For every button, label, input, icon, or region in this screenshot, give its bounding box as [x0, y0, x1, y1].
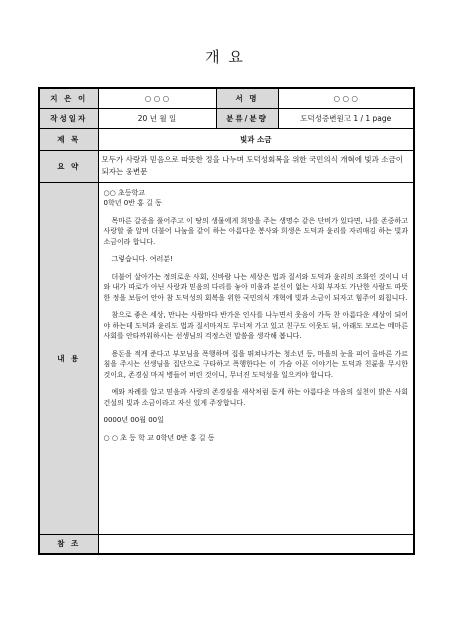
paragraph-4: 참으로 좋은 세상, 만나는 사람마다 반가운 인사를 나누면서 웃음이 가득 찬 아름다운 세상이 되어야 하는데 도덕과 윤리도 법과 질서마저도 무너져 가고 있고 친구도 이웃도 뒤, 아래도 모르는 메마른 사회를 안타까워하시는 선생님의 걱정스런 말씀을 생각해 봅니다.: [103, 311, 408, 340]
school-name: ○○ 초등학교: [103, 188, 145, 197]
speaker-name: 0학년 0반 홍 길 동: [103, 199, 162, 207]
summary-value: 모두가 사랑과 믿음으로 따뜻한 정을 나누며 도덕성회복을 위한 국민의식 개혁에 빛과 소금이 되자는 웅변문: [98, 150, 414, 182]
speech-date: 0000년 00월 00일: [103, 416, 164, 424]
speech-body: [98, 182, 414, 534]
paragraph-5: 용돈을 적게 준다고 부모님을 폭행하며 집을 뛰쳐나가는 청소년 등, 마을의 눈을 피어 올바른 가르침을 주시는 선생님을 집단으로 구타하고 폭행한다는 이 가슴 아픈 이야기는 도덕과 친륜을 무시한 것이요, 존경심 마저 병들어 버린 것이니, 무너진 도덕성을 일으켜야 합니다.: [103, 349, 408, 379]
signature-value: ○ ○ ○: [278, 88, 414, 108]
paragraph-2: 그렇습니다. 여러분!: [111, 255, 173, 263]
closing-signature: ○ ○ 초 등 학 교 0학년 0반 홍 길 동: [103, 433, 215, 442]
paragraph-3: 더불어 살아가는 정의로운 사회, 신바람 나는 세상은 법과 질서와 도덕과 윤리의 조화인 것이니 너와 내가 따로가 아닌 사랑과 믿음의 다리를 놓아 미움과 분신이 없는 사회 부자도 가난한 사람도 따뜻한 정을 보듬어 안아 참 도덕성의 회복을 위한 국민의식 개혁에 빛과 소금이 되자고 힘주어 외칩니다.: [103, 272, 408, 302]
reference-value: [98, 534, 414, 554]
author-label: 지 은 이: [39, 88, 98, 108]
reference-label: 참 조: [39, 534, 98, 554]
summary-label: 요 약: [39, 150, 98, 182]
date-label: 작성일자: [39, 108, 98, 128]
category-label: 분류/분량: [216, 108, 278, 128]
subject-value: 빛과 소금: [98, 128, 414, 150]
category-value: 도덕성증변원고 1 / 1 page: [278, 108, 414, 128]
signature-label: 서 명: [216, 88, 278, 108]
paragraph-6: 예와 차례를 알고 믿음과 사랑의 존경심을 새삭처럼 돋게 하는 아름다운 마음의 실천이 밝은 사회건설의 빛과 소금이라고 자신 있게 주장합니다.: [103, 388, 408, 407]
paragraph-1: 목마른 갈증을 풀어주고 이 땅의 생물에게 희망을 주는 생명수 같은 단비가 있다면, 나를 존중하고 사랑할 줄 알며 더불어 나눔을 같이 하는 아름다운 봉사와 희생은 도덕과 윤리를 자리매김 하는 빛과 소금이라 합니다.: [103, 216, 408, 246]
subject-label: 제 목: [39, 128, 98, 150]
document-title: 개 요: [205, 48, 245, 66]
author-value: ○ ○ ○: [98, 88, 216, 108]
date-value: 20 년 월 일: [98, 108, 216, 128]
summary-form: [38, 87, 415, 555]
content-label: 내 용: [39, 182, 98, 534]
